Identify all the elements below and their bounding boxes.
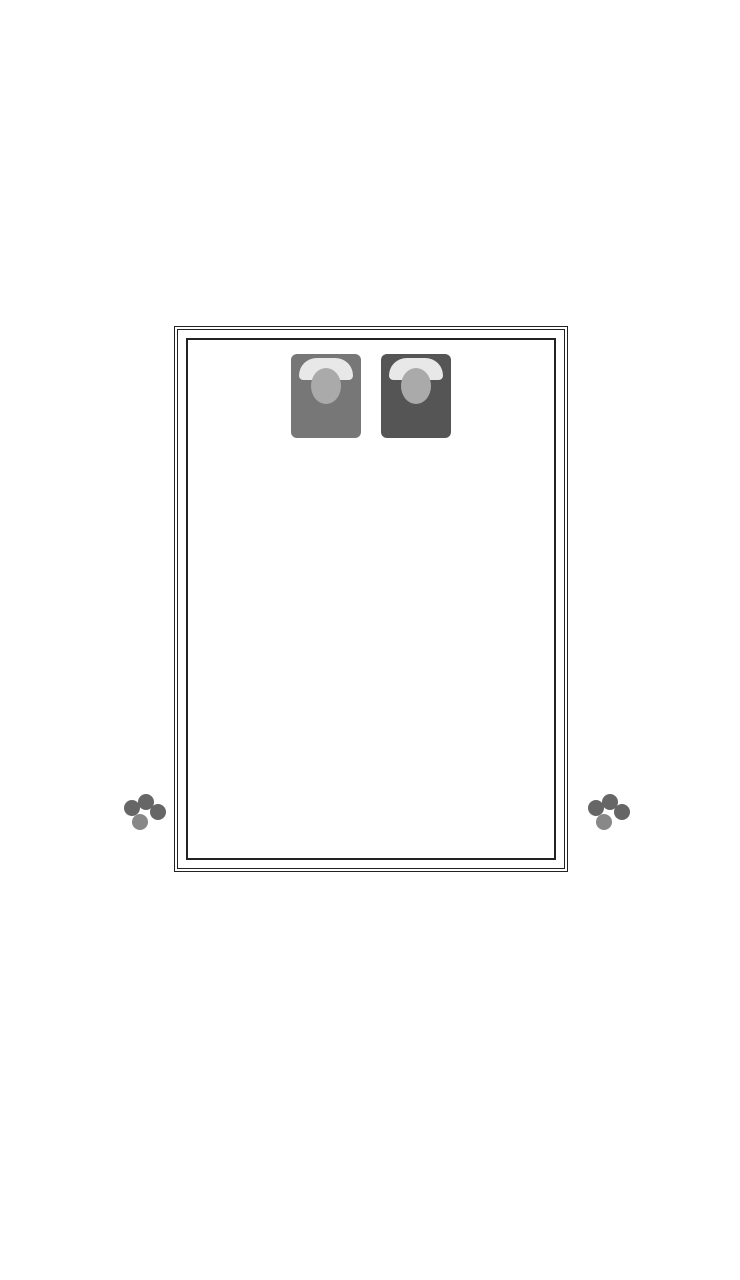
announcement-panel bbox=[174, 326, 568, 872]
portrait-photo bbox=[381, 354, 451, 438]
announcement-inner-frame bbox=[186, 338, 556, 860]
flower-decoration-right bbox=[582, 790, 638, 838]
sponsor-portraits bbox=[291, 354, 451, 442]
portrait-photo bbox=[291, 354, 361, 438]
flower-decoration-left bbox=[118, 790, 174, 838]
